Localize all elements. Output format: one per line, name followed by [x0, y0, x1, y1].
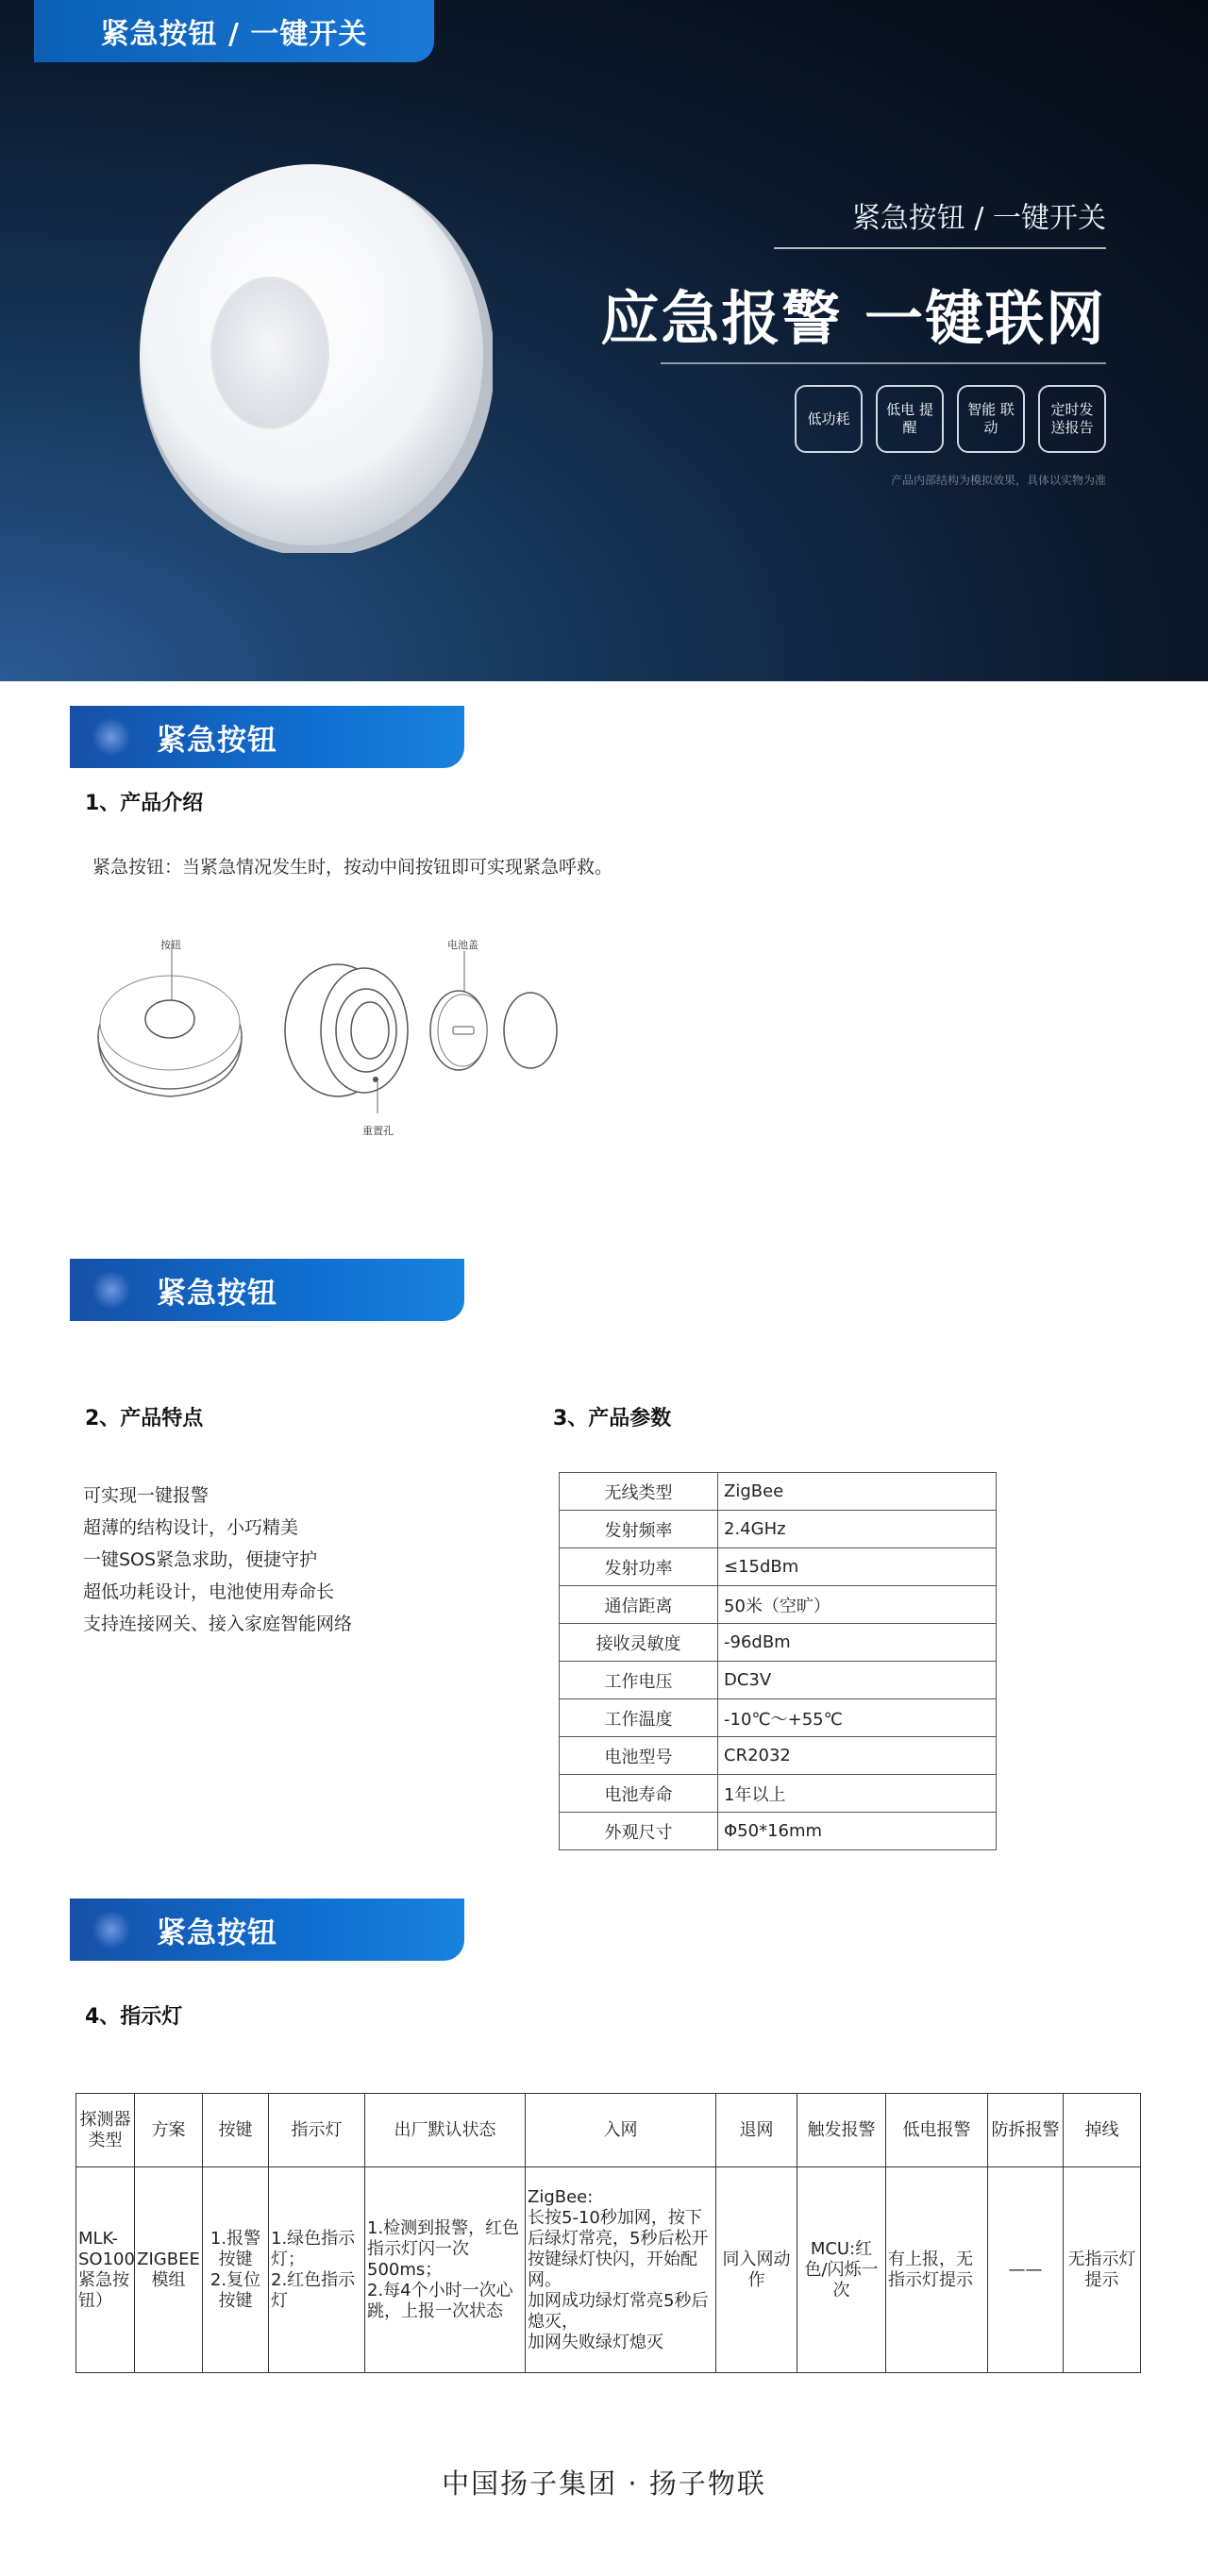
- table-row: [560, 1548, 997, 1586]
- param-value: -96dBm: [718, 1624, 997, 1662]
- column-header: 触发报警: [797, 2094, 886, 2167]
- feature-badge-smart-link: 智能 联动: [957, 385, 1025, 453]
- column-header: 退网: [716, 2094, 797, 2167]
- column-header: 方案: [135, 2094, 203, 2167]
- table-row: [560, 1586, 997, 1624]
- section-header: [70, 1899, 464, 1961]
- table-cell: ZIGBEE模组: [135, 2167, 203, 2373]
- feature-badge-low-battery: 低电 提醒: [876, 385, 944, 453]
- feature-item: 超低功耗设计，电池使用寿命长: [83, 1581, 335, 1602]
- param-value: 1年以上: [718, 1775, 997, 1813]
- param-key: 接收灵敏度: [560, 1624, 718, 1662]
- table-row: [560, 1624, 997, 1662]
- indicator-table: [76, 2093, 1141, 2373]
- section-header: [70, 706, 464, 768]
- hero-divider: [661, 362, 1106, 364]
- section-header: [70, 1259, 464, 1321]
- column-header: 低电报警: [886, 2094, 988, 2167]
- table-cell: 有上报，无指示灯提示: [886, 2167, 988, 2373]
- section-header-label: 紧急按钮: [157, 723, 277, 758]
- param-key: 工作电压: [560, 1662, 718, 1699]
- table-cell: ZigBee: 长按5-10秒加网，按下后绿灯常亮，5秒后松开按键绿灯快闪，开始配网。 加网成功绿灯常亮5秒后熄灭， 加网失败绿灯熄灭: [526, 2167, 716, 2373]
- intro-title: 1、产品介绍: [85, 792, 204, 815]
- table-cell: 同入网动作: [716, 2167, 797, 2373]
- param-key: 外观尺寸: [560, 1813, 718, 1850]
- intro-text: 紧急按钮：当紧急情况发生时，按动中间按钮即可实现紧急呼救。: [92, 857, 613, 878]
- table-row: [560, 1775, 997, 1813]
- param-value: Φ50*16mm: [718, 1813, 997, 1850]
- column-header: 指示灯: [269, 2094, 365, 2167]
- table-cell: MLK-SO100紧急按钮）: [76, 2167, 135, 2373]
- param-value: 2.4GHz: [718, 1511, 997, 1548]
- column-header: 防拆报警: [988, 2094, 1064, 2167]
- param-value: CR2032: [718, 1737, 997, 1775]
- table-cell: ——: [988, 2167, 1064, 2373]
- table-row: [560, 1737, 997, 1775]
- table-row: [560, 1813, 997, 1850]
- hero-note: 产品内部结构为模拟效果，具体以实物为准: [890, 474, 1106, 487]
- table-row: [560, 1473, 997, 1511]
- hero-tab-label: 紧急按钮 / 一键开关: [100, 18, 368, 51]
- diagram-button-label: 按钮: [160, 939, 181, 951]
- table-cell: MCU:红色/闪烁一次: [797, 2167, 886, 2373]
- param-key: 工作温度: [560, 1699, 718, 1737]
- feature-badge-low-power: 低功耗: [795, 385, 863, 453]
- section-dot-icon: [92, 718, 130, 756]
- hero-divider: [774, 247, 1106, 249]
- param-key: 电池型号: [560, 1737, 718, 1775]
- feature-badges: [795, 385, 1106, 453]
- params-table: [559, 1472, 997, 1850]
- emergency-button-device-image: [138, 157, 493, 553]
- feature-item: 一键SOS紧急求助，便捷守护: [83, 1549, 318, 1570]
- table-cell: 1.检测到报警，红色指示灯闪一次500ms； 2.每4个小时一次心跳，上报一次状态: [365, 2167, 526, 2373]
- diagram-battery-cover-label: 电池盖: [447, 939, 478, 951]
- column-header: 按键: [203, 2094, 269, 2167]
- param-value: -10℃～+55℃: [718, 1699, 997, 1737]
- column-header: 入网: [526, 2094, 716, 2167]
- table-cell: 无指示灯提示: [1064, 2167, 1141, 2373]
- table-row: [560, 1699, 997, 1737]
- table-header-row: [76, 2094, 1141, 2167]
- section-dot-icon: [92, 1271, 130, 1309]
- param-key: 通信距离: [560, 1586, 718, 1624]
- diagram-reset-label: 重置孔: [362, 1125, 394, 1137]
- table-row: [560, 1662, 997, 1699]
- feature-item: 支持连接网关、接入家庭智能网络: [83, 1614, 353, 1634]
- column-header: 出厂默认状态: [365, 2094, 526, 2167]
- param-key: 无线类型: [560, 1473, 718, 1511]
- section-header-label: 紧急按钮: [157, 1276, 277, 1311]
- feature-item: 可实现一键报警: [83, 1485, 210, 1506]
- table-cell: 1.报警按键 2.复位按键: [203, 2167, 269, 2373]
- param-value: DC3V: [718, 1662, 997, 1699]
- feature-item: 超薄的结构设计，小巧精美: [83, 1517, 299, 1538]
- hero-subtitle: 紧急按钮 / 一键开关: [851, 202, 1106, 235]
- param-value: ZigBee: [718, 1473, 997, 1511]
- feature-badge-timed-report: 定时发 送报告: [1038, 385, 1106, 453]
- hero-banner: [0, 0, 1208, 681]
- column-header: 掉线: [1064, 2094, 1141, 2167]
- table-cell: 1.绿色指示灯； 2.红色指示灯: [269, 2167, 365, 2373]
- features-list: [83, 1480, 352, 1640]
- footer-brand: 中国扬子集团 · 扬子物联: [442, 2467, 766, 2500]
- hero-tab: [34, 0, 434, 62]
- table-row: [76, 2167, 1141, 2373]
- param-key: 发射频率: [560, 1511, 718, 1548]
- indicator-title: 4、指示灯: [85, 2005, 183, 2029]
- product-structure-diagram: [91, 925, 581, 1151]
- table-row: [560, 1511, 997, 1548]
- param-value: ≤15dBm: [718, 1548, 997, 1586]
- param-key: 发射功率: [560, 1548, 718, 1586]
- column-header: 探测器类型: [76, 2094, 135, 2167]
- features-title: 2、产品特点: [85, 1407, 204, 1430]
- hero-title: 应急报警 一键联网: [600, 284, 1106, 353]
- param-value: 50米（空旷）: [718, 1586, 997, 1624]
- section-dot-icon: [92, 1911, 130, 1949]
- params-title: 3、产品参数: [553, 1407, 672, 1430]
- section-header-label: 紧急按钮: [157, 1915, 277, 1950]
- param-key: 电池寿命: [560, 1775, 718, 1813]
